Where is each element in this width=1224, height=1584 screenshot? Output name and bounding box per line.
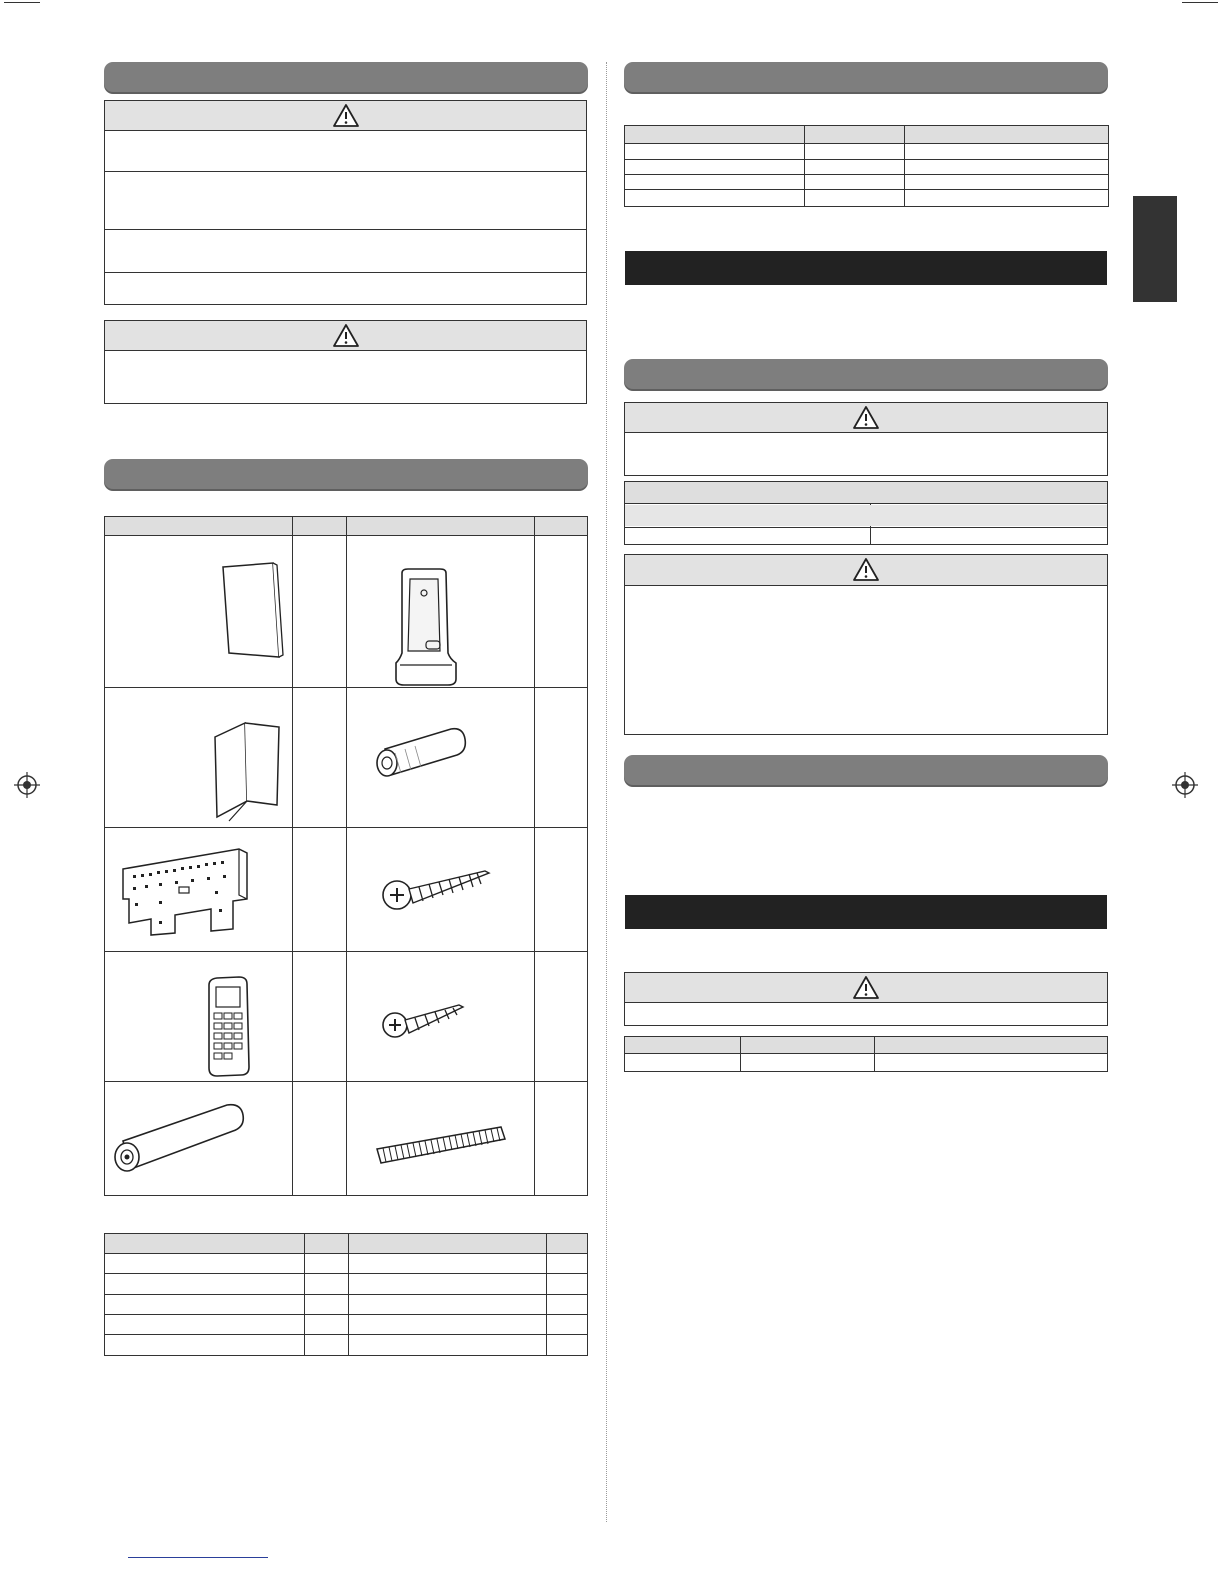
section-header-bar [624, 755, 1108, 785]
remote-holder-illustration [390, 567, 460, 689]
table-row-divider [105, 1081, 587, 1082]
warning-triangle-icon [852, 975, 880, 1000]
wall-bracket-illustration [115, 839, 255, 949]
warning-triangle-icon [332, 323, 360, 348]
warning-header [625, 403, 1107, 433]
language-edge-tab [1133, 196, 1177, 302]
optional-parts-table [104, 1233, 588, 1356]
short-screw-illustration [379, 995, 469, 1045]
filter-strip-illustration [373, 1121, 513, 1171]
column-line [904, 126, 905, 206]
row-divider [105, 171, 586, 172]
crop-mark-top-right [1182, 2, 1218, 3]
installation-banner [625, 251, 1107, 285]
table-row-divider [105, 1334, 587, 1335]
table-header-row [105, 1234, 587, 1254]
row-divider [105, 272, 586, 273]
footer-link-underline [128, 1557, 268, 1558]
table-header-row [625, 1037, 1107, 1054]
section-header-bar [624, 359, 1108, 389]
warning-header [625, 973, 1107, 1003]
row-divider [105, 229, 586, 230]
table-row-divider [105, 951, 587, 952]
registration-mark-icon [1172, 772, 1198, 798]
column-line [874, 1037, 875, 1071]
warning-box [624, 402, 1108, 476]
remote-control-illustration [203, 975, 253, 1079]
table-row-divider [625, 159, 1108, 160]
registration-mark-icon [14, 772, 40, 798]
caution-box [624, 554, 1108, 735]
insulation-tube-illustration [109, 1097, 249, 1187]
warning-box [104, 100, 587, 305]
caution-header [105, 321, 586, 351]
section-header-bar [104, 62, 588, 92]
folded-manual-illustration [205, 717, 285, 827]
section-header-bar [104, 459, 588, 489]
table-row-divider [105, 1273, 587, 1274]
column-divider [606, 62, 607, 1522]
table-row-divider [105, 827, 587, 828]
long-screw-illustration [377, 857, 497, 917]
installation-banner [625, 895, 1107, 929]
table-header-row [625, 126, 1108, 144]
warning-triangle-icon [852, 405, 880, 430]
caution-box [104, 320, 587, 404]
warning-triangle-icon [332, 103, 360, 128]
manual-booklet-illustration [215, 557, 285, 662]
table-row-divider [625, 189, 1108, 190]
warning-triangle-icon [852, 557, 880, 582]
accessories-table [104, 516, 588, 1196]
electrical-spec-table [624, 481, 1108, 545]
table-row-divider [105, 687, 587, 688]
column-line [804, 126, 805, 206]
pipe-spec-table [624, 125, 1109, 207]
table-header-row [625, 482, 1107, 504]
cable-roll-illustration [371, 723, 471, 783]
column-line [534, 517, 535, 1195]
column-line [740, 1037, 741, 1071]
warning-header [105, 101, 586, 131]
tool-spec-table [624, 1036, 1108, 1072]
column-line [292, 517, 293, 1195]
crop-mark-top-left [4, 2, 40, 3]
section-header-bar [624, 62, 1108, 92]
table-row-divider [105, 1314, 587, 1315]
caution-header [625, 555, 1107, 586]
table-row-divider [625, 527, 1107, 528]
table-row-divider [105, 1294, 587, 1295]
sub-header-row [625, 505, 1107, 526]
column-line [346, 517, 347, 1195]
table-row-divider [625, 174, 1108, 175]
warning-box [624, 972, 1108, 1026]
